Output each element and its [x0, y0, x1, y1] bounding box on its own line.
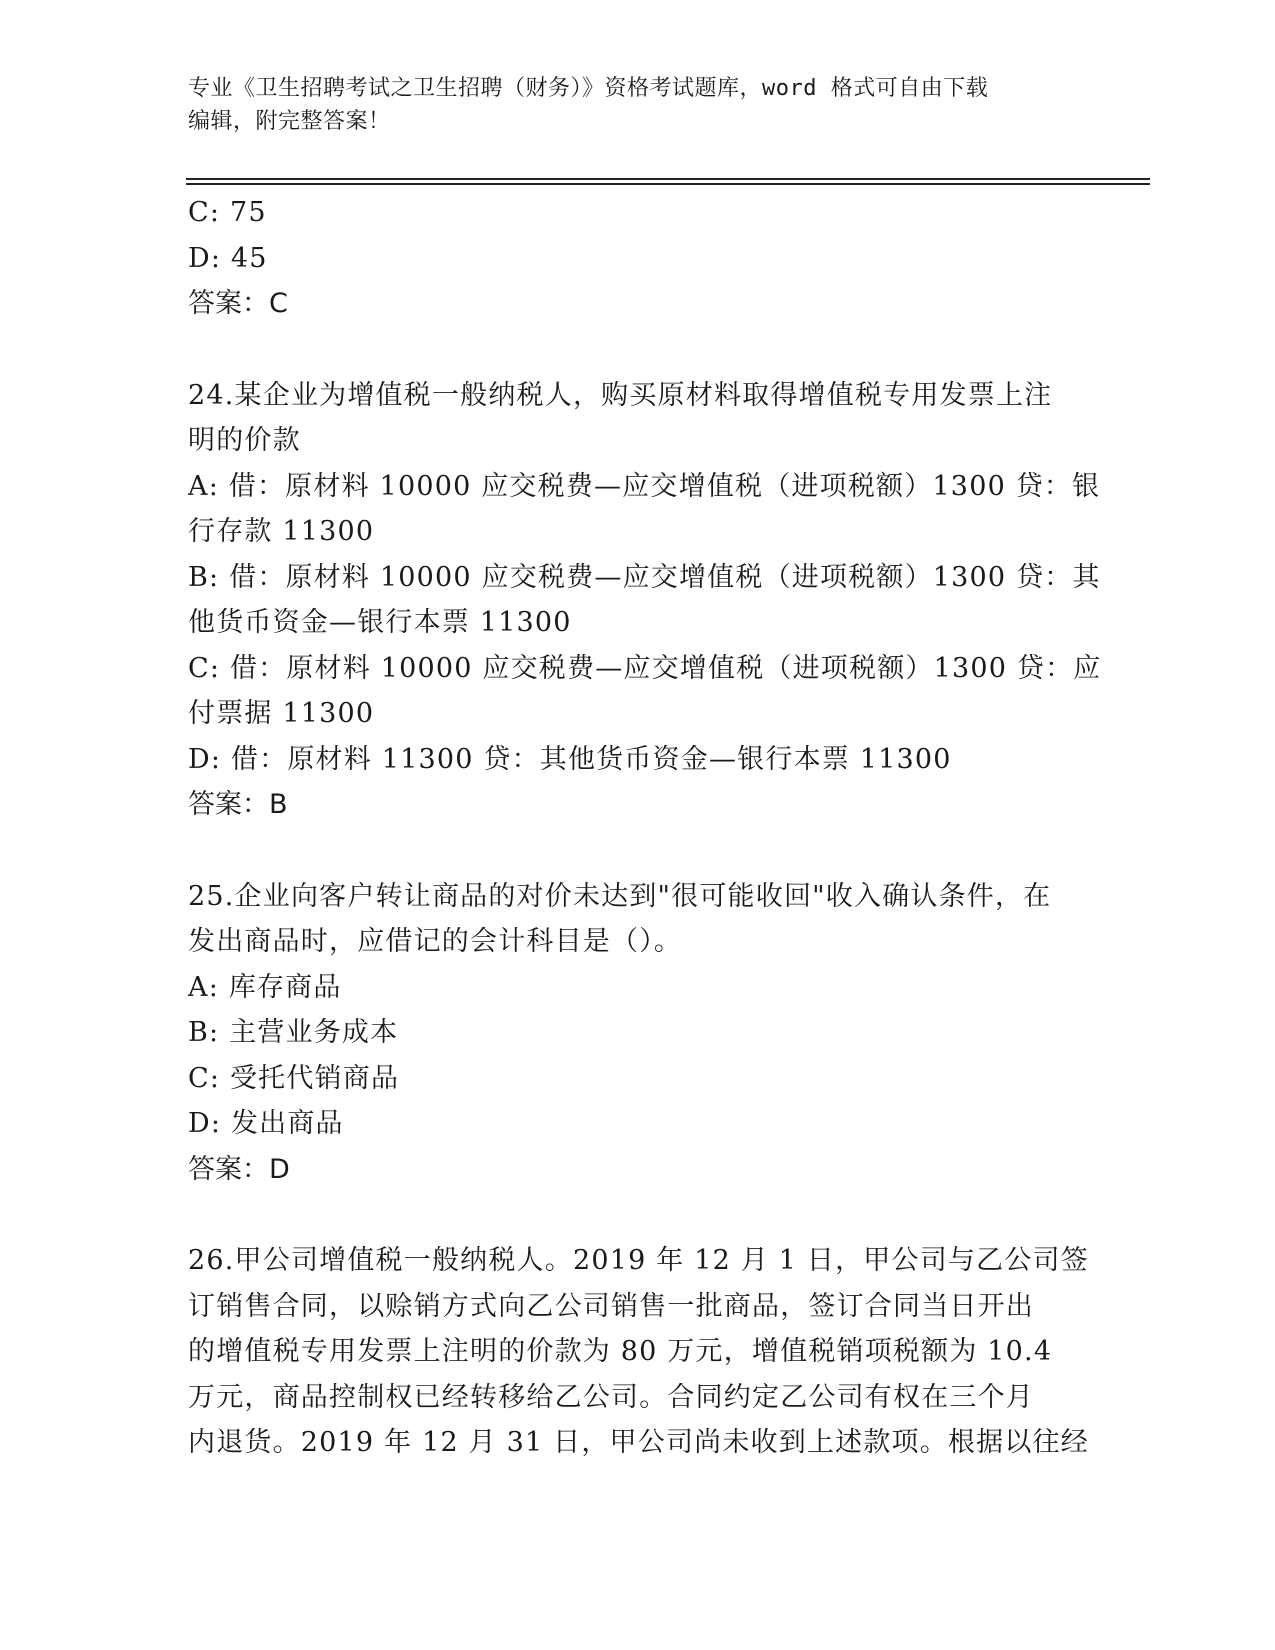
question-stem: 明的价款 — [188, 425, 301, 456]
option-a: A: 库存商品 — [188, 971, 342, 1003]
header-rule-bottom — [186, 183, 1150, 185]
question-24 — [188, 373, 1102, 828]
header-rule-top — [186, 178, 1150, 180]
answer-line: 答案：B — [188, 789, 288, 820]
option-d: D: 借：原材料 11300 贷：其他货币资金—银行本票 11300 — [188, 743, 952, 775]
header-line-1: 专业《卫生招聘考试之卫生招聘（财务）》资格考试题库，word 格式可自由下载 — [188, 76, 989, 101]
option-b: B: 借：原材料 10000 应交税费—应交增值税（进项税额）1300 贷：其 — [188, 561, 1101, 593]
option-d: D: 发出商品 — [188, 1108, 344, 1139]
answer-line: 答案：C — [188, 288, 288, 319]
question-25 — [188, 874, 1088, 1193]
option-c: C: 受托代销商品 — [188, 1062, 400, 1094]
answer-line: 答案：D — [188, 1153, 290, 1185]
question-stem: 的增值税专用发票上注明的价款为 80 万元，增值税销项税额为 10.4 — [188, 1336, 1053, 1367]
option-c: C: 借：原材料 10000 应交税费—应交增值税（进项税额）1300 贷：应 — [188, 652, 1102, 684]
question-stem: 订销售合同，以赊销方式向乙公司销售一批商品，签订合同当日开出 — [188, 1290, 1034, 1322]
option-a: 行存款 11300 — [188, 516, 375, 547]
question-23-tail — [188, 190, 1088, 327]
question-stem: 万元，商品控制权已经转移给乙公司。合同约定乙公司有权在三个月 — [188, 1381, 1034, 1413]
question-stem: 26.甲公司增值税一般纳税人。2019 年 12 月 1 日，甲公司与乙公司签 — [188, 1245, 1089, 1276]
option-d: D: 45 — [188, 242, 268, 274]
option-c: C: 75 — [188, 197, 267, 228]
question-stem: 内退货。2019 年 12 月 31 日，甲公司尚未收到上述款项。根据以往经 — [188, 1427, 1089, 1458]
question-26 — [188, 1238, 1088, 1466]
document-header — [188, 72, 1088, 138]
option-b: B: 主营业务成本 — [188, 1017, 399, 1048]
option-b: 他货币资金—银行本票 11300 — [188, 607, 572, 638]
option-a: A: 借：原材料 10000 应交税费—应交增值税（进项税额）1300 贷：银 — [188, 470, 1101, 502]
question-stem: 发出商品时，应借记的会计科目是（）。 — [188, 926, 683, 957]
question-stem: 24.某企业为增值税一般纳税人，购买原材料取得增值税专用发票上注 — [188, 379, 1053, 411]
document-body — [188, 190, 1102, 1466]
question-stem: 25.企业向客户转让商品的对价未达到"很可能收回"收入确认条件，在 — [188, 880, 1052, 912]
header-line-2: 编辑，附完整答案！ — [188, 109, 391, 134]
option-c: 付票据 11300 — [188, 698, 375, 729]
